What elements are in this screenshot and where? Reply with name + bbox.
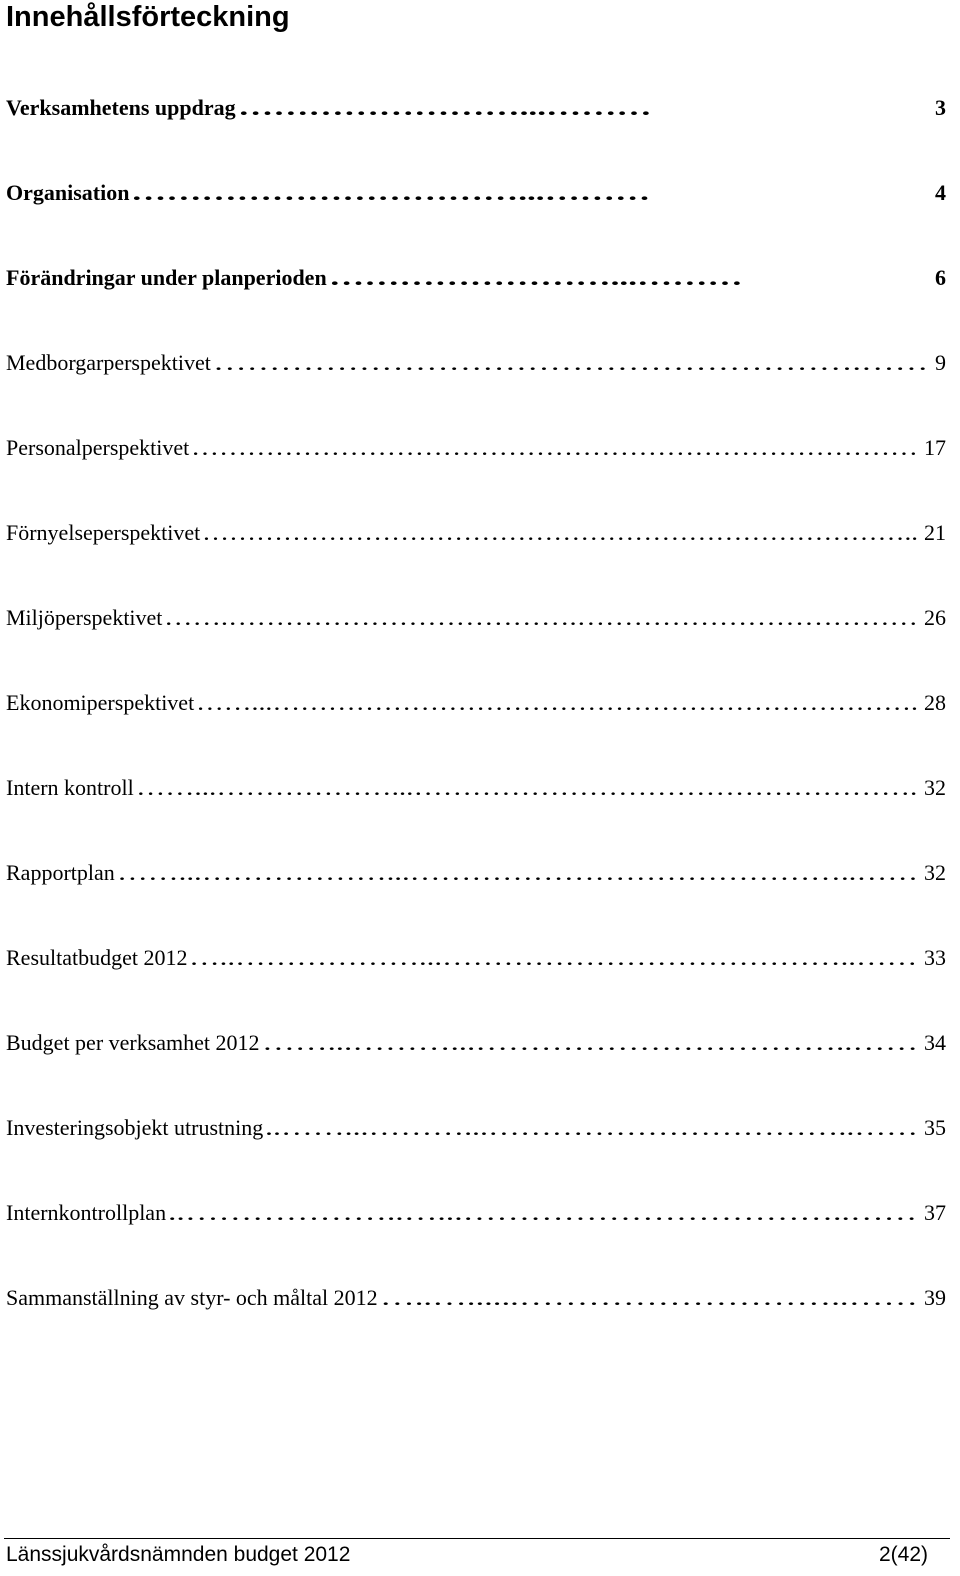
- toc-entry-label: Investeringsobjekt utrustning: [6, 1115, 264, 1140]
- footer-page-number: 2(42): [878, 1543, 928, 1566]
- toc-entry-page: 4: [935, 180, 946, 205]
- toc-entry-page: 33: [924, 945, 946, 970]
- toc-entry-page: 26: [924, 605, 946, 630]
- toc-entry-label: Förändringar under planperioden: [6, 265, 327, 290]
- toc-entry-leader: ……………………………………………………………………..: [202, 520, 918, 545]
- toc-entry[interactable]: [6, 687, 946, 719]
- toc-entry-leader: …..………………...…………………………………..……: [189, 945, 918, 970]
- toc-entry-page: 35: [924, 1115, 946, 1140]
- footer-document-title: Länssjukvårdsnämnden budget 2012: [6, 1543, 351, 1566]
- toc-entry-label: Medborgarperspektivet: [6, 350, 211, 375]
- toc-entry-leader: …..…......………………………..……: [380, 1285, 918, 1310]
- toc-entry-page: 17: [924, 435, 946, 460]
- toc-entry[interactable]: [6, 602, 946, 634]
- footer-divider: [4, 1538, 950, 1539]
- toc-entry-label: Organisation: [6, 180, 130, 205]
- toc-entry[interactable]: [6, 1112, 946, 1144]
- toc-entry[interactable]: [6, 347, 946, 379]
- toc-entry-page: 6: [935, 265, 946, 290]
- toc-entry-label: Resultatbudget 2012: [6, 945, 188, 970]
- toc-entry-leader: …….……………………………….………………………………: [164, 605, 918, 630]
- toc-entry-leader: ……...………...……………………………..……: [262, 1030, 918, 1055]
- toc-entry-page: 9: [935, 350, 946, 375]
- toc-entry-leader: ……………………………………………………………………: [191, 435, 918, 460]
- toc-entry-leader: ……...………………...…………………………………………….: [136, 775, 918, 800]
- toc-entry[interactable]: [6, 1282, 946, 1314]
- toc-entry-leader: ..………………..…...……………………………..……: [168, 1200, 918, 1225]
- toc-entry-label: Ekonomiperspektivet: [6, 690, 195, 715]
- toc-entry-page: 3: [935, 95, 946, 120]
- toc-entry-page: 21: [924, 520, 946, 545]
- toc-entry-label: Sammanställning av styr- och måltal 2012: [6, 1285, 378, 1310]
- toc-entry[interactable]: [6, 517, 946, 549]
- toc-entry[interactable]: [6, 772, 946, 804]
- toc-entry-page: 34: [924, 1030, 946, 1055]
- toc-entry-label: Personalperspektivet: [6, 435, 190, 460]
- toc-entry-page: 32: [924, 860, 946, 885]
- toc-entry[interactable]: [6, 262, 946, 294]
- toc-entry-leader: ……………………...………: [329, 265, 743, 290]
- toc-entry[interactable]: [6, 857, 946, 889]
- toc-entry-label: Miljöperspektivet: [6, 605, 163, 630]
- toc-entry[interactable]: [6, 1027, 946, 1059]
- toc-entry[interactable]: [6, 942, 946, 974]
- toc-entry-leader: ……...………………...……………………………………..……: [117, 860, 918, 885]
- toc-entry-leader: ……………………...………: [238, 95, 652, 120]
- toc-entry-leader: ……………………………...………: [131, 180, 651, 205]
- toc-entry-label: Intern kontroll: [6, 775, 134, 800]
- toc-entry[interactable]: [6, 177, 946, 209]
- toc-entry[interactable]: [6, 432, 946, 464]
- toc-entry-label: Förnyelseperspektivet: [6, 520, 201, 545]
- toc-entry-label: Verksamhetens uppdrag: [6, 95, 236, 120]
- toc-entry-page: 32: [924, 775, 946, 800]
- toc-entry[interactable]: [6, 92, 946, 124]
- toc-entry[interactable]: [6, 1197, 946, 1229]
- toc-entry-leader: ………………………………………………….……: [213, 350, 929, 375]
- toc-entry-label: Rapportplan: [6, 860, 115, 885]
- toc-entry-label: Internkontrollplan: [6, 1200, 167, 1225]
- toc-entry-page: 28: [924, 690, 946, 715]
- page-title: Innehållsförteckning: [6, 1, 290, 33]
- toc-entry-label: Budget per verksamhet 2012: [6, 1030, 260, 1055]
- toc-entry-leader: ..……...………...……………………………..……: [265, 1115, 918, 1140]
- toc-entry-page: 37: [924, 1200, 946, 1225]
- toc-entry-page: 39: [924, 1285, 946, 1310]
- toc-entry-leader: ……...…………………………………………………………….: [196, 690, 918, 715]
